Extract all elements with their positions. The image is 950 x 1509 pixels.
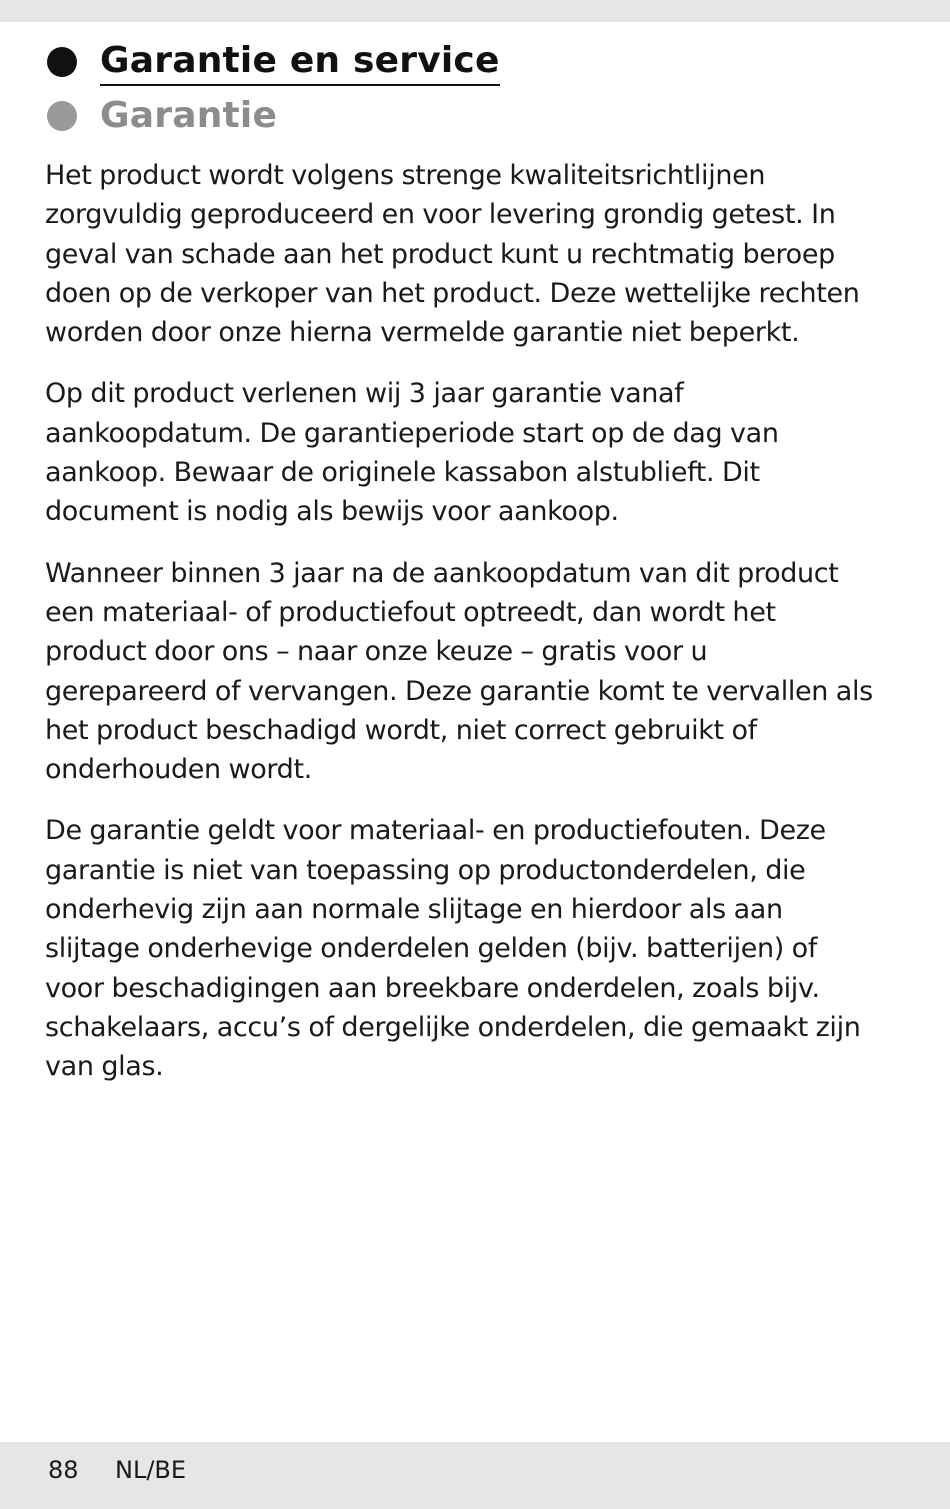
bullet-icon	[47, 47, 77, 77]
bullet-icon	[47, 101, 77, 131]
paragraph: Wanneer binnen 3 jaar na de aankoopdatum van dit product een materiaal- of productiefout optreedt, dan wordt het product door ons – naar onze keuze – gratis voor u gerepareerd of vervangen. Deze garantie komt te vervallen als het product beschadigd wordt, niet correct gebruikt of onderhouden wordt.	[45, 557, 873, 786]
page-footer	[0, 1442, 950, 1509]
subsection-heading	[45, 90, 875, 142]
section-heading	[45, 36, 875, 88]
page-number: 88	[48, 1456, 79, 1484]
top-band	[0, 0, 950, 22]
paragraph: Het product wordt volgens strenge kwaliteitsrichtlijnen zorgvuldig geproduceerd en voor levering grondig getest. In geval van schade aan het product kunt u rechtmatig beroep doen op de verkoper van het product. Deze wettelijke rechten worden door onze hierna vermelde garantie niet beperkt.	[45, 160, 860, 349]
page-content	[45, 36, 875, 1087]
subsection-title: Garantie	[100, 95, 278, 136]
paragraph: De garantie geldt voor materiaal- en productiefouten. Deze garantie is niet van toepassing op productonderdelen, die onderhevig zijn aan normale slijtage en hierdoor als aan slijtage onderhevige onderdelen gelden (bijv. batterijen) of voor beschadigingen aan breekbare onderdelen, zoals bijv. schakelaars, accu’s of dergelijke onderdelen, die gemaakt zijn van glas.	[45, 815, 861, 1083]
language-code: NL/BE	[115, 1456, 187, 1484]
section-title: Garantie en service	[100, 39, 500, 86]
paragraph: Op dit product verlenen wij 3 jaar garantie vanaf aankoopdatum. De garantieperiode start op de dag van aankoop. Bewaar de originele kassabon alstublieft. Dit document is nodig als bewijs voor aankoop.	[45, 378, 779, 528]
